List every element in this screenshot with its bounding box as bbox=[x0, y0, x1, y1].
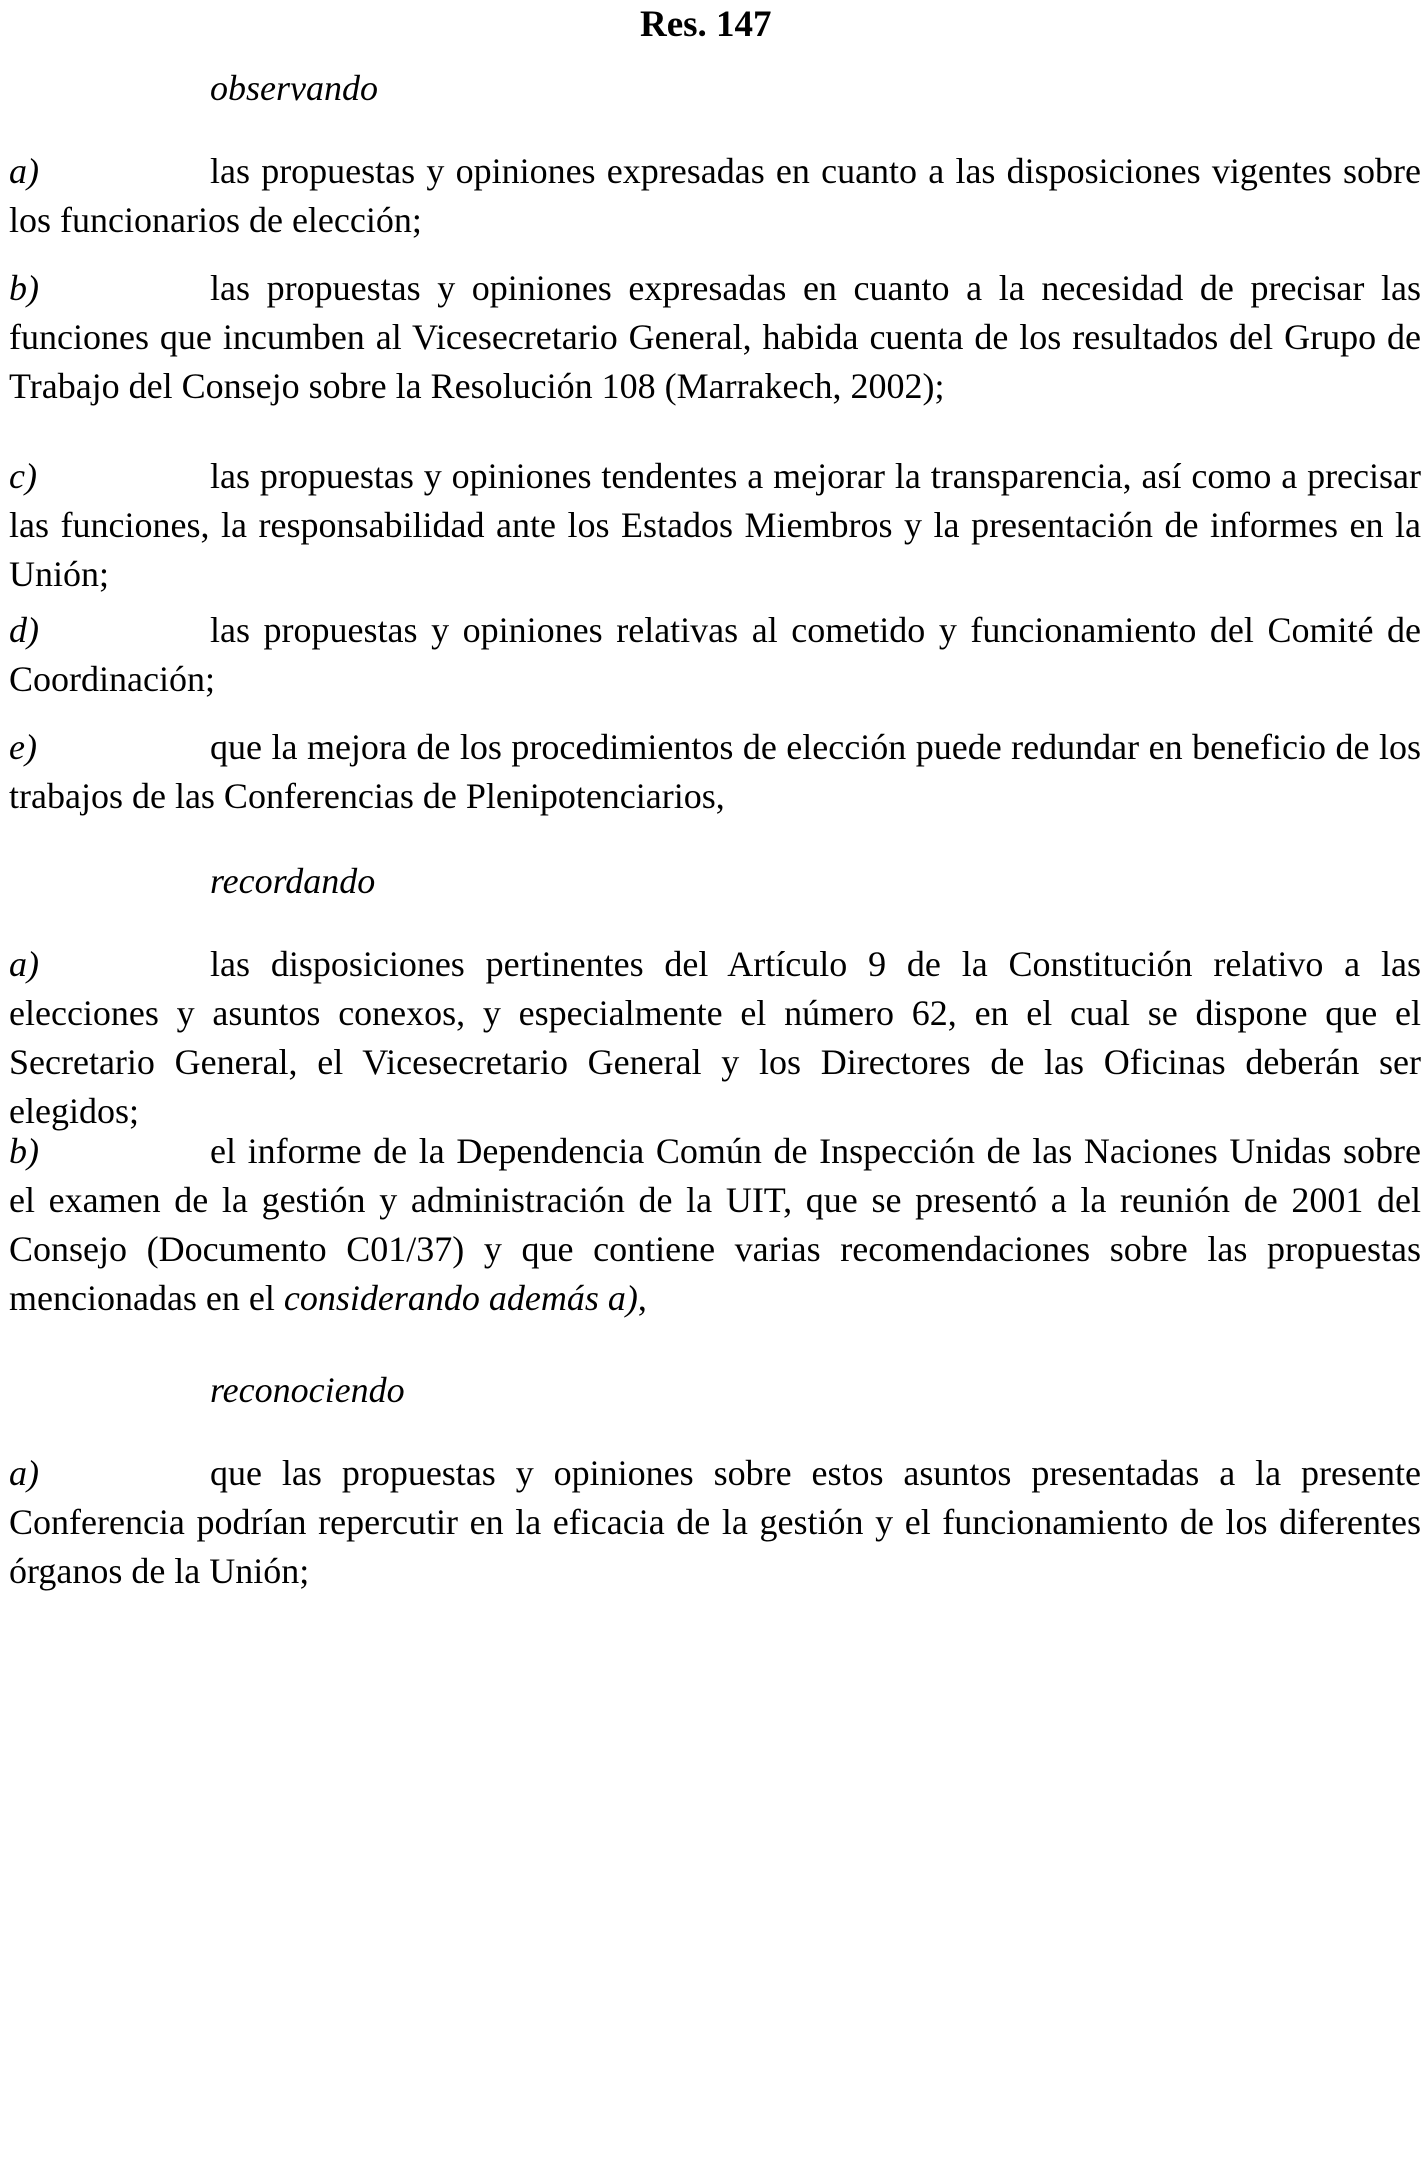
paragraph-text: que la mejora de los procedimientos de elección puede redundar en beneficio de los trabajos de las Conferencias de Plenipotenciarios, bbox=[9, 727, 1421, 816]
paragraph-text: el informe de la Dependencia Común de Inspección de las Naciones Unidas sobre el examen de la gestión y administración de la UIT, que se presentó a la reunión de 2001 del Consejo (Documento C01/37) y que contiene varias recomendaciones sobre las propuestas mencionadas en el bbox=[9, 1131, 1421, 1318]
paragraph-label: a) bbox=[9, 1453, 39, 1493]
paragraph-label: a) bbox=[9, 151, 39, 191]
paragraph-label: b) bbox=[9, 268, 39, 308]
paragraph-observando-a bbox=[9, 147, 1421, 245]
paragraph-label: c) bbox=[9, 456, 37, 496]
paragraph-text: las disposiciones pertinentes del Artículo 9 de la Constitución relativo a las elecciones y asuntos conexos, y especialmente el número 62, en el cual se dispone que el Secretario General, el Vicesecretario General y los Directores de las Oficinas deberán ser elegidos; bbox=[9, 944, 1421, 1131]
paragraph-text: las propuestas y opiniones tendentes a mejorar la transparencia, así como a precisar las funciones, la responsabilidad ante los Estados Miembros y la presentación de informes en la Unión; bbox=[9, 456, 1421, 594]
paragraph-recordando-b bbox=[9, 1127, 1421, 1323]
paragraph-observando-d bbox=[9, 606, 1421, 704]
section-heading-reconociendo: reconociendo bbox=[210, 1370, 405, 1410]
paragraph-observando-b bbox=[9, 264, 1421, 411]
section-heading-recordando: recordando bbox=[210, 861, 376, 901]
paragraph-label: e) bbox=[9, 727, 37, 767]
paragraph-label: d) bbox=[9, 610, 39, 650]
italic-reference: considerando además a) bbox=[283, 1278, 638, 1318]
resolution-number: Res. 147 bbox=[640, 4, 772, 45]
paragraph-text: que las propuestas y opiniones sobre estos asuntos presentadas a la presente Conferencia podrían repercutir en la eficacia de la gestión y el funcionamiento de los diferentes órganos de la Unión; bbox=[9, 1453, 1421, 1591]
paragraph-label: a) bbox=[9, 944, 39, 984]
paragraph-text: las propuestas y opiniones expresadas en cuanto a la necesidad de precisar las funciones que incumben al Vicesecretario General, habida cuenta de los resultados del Grupo de Trabajo del Consejo sobre la Resolución 108 (Marrakech, 2002); bbox=[9, 268, 1421, 406]
paragraph-text: las propuestas y opiniones relativas al cometido y funcionamiento del Comité de Coordinación; bbox=[9, 610, 1421, 699]
paragraph-label: b) bbox=[9, 1131, 39, 1171]
section-heading-observando: observando bbox=[210, 68, 378, 108]
paragraph-observando-c bbox=[9, 452, 1421, 599]
paragraph-reconociendo-a bbox=[9, 1449, 1421, 1596]
paragraph-text: las propuestas y opiniones expresadas en cuanto a las disposiciones vigentes sobre los funcionarios de elección; bbox=[9, 151, 1421, 240]
paragraph-observando-e bbox=[9, 723, 1421, 821]
paragraph-recordando-a bbox=[9, 940, 1421, 1136]
paragraph-tail: , bbox=[637, 1278, 647, 1318]
